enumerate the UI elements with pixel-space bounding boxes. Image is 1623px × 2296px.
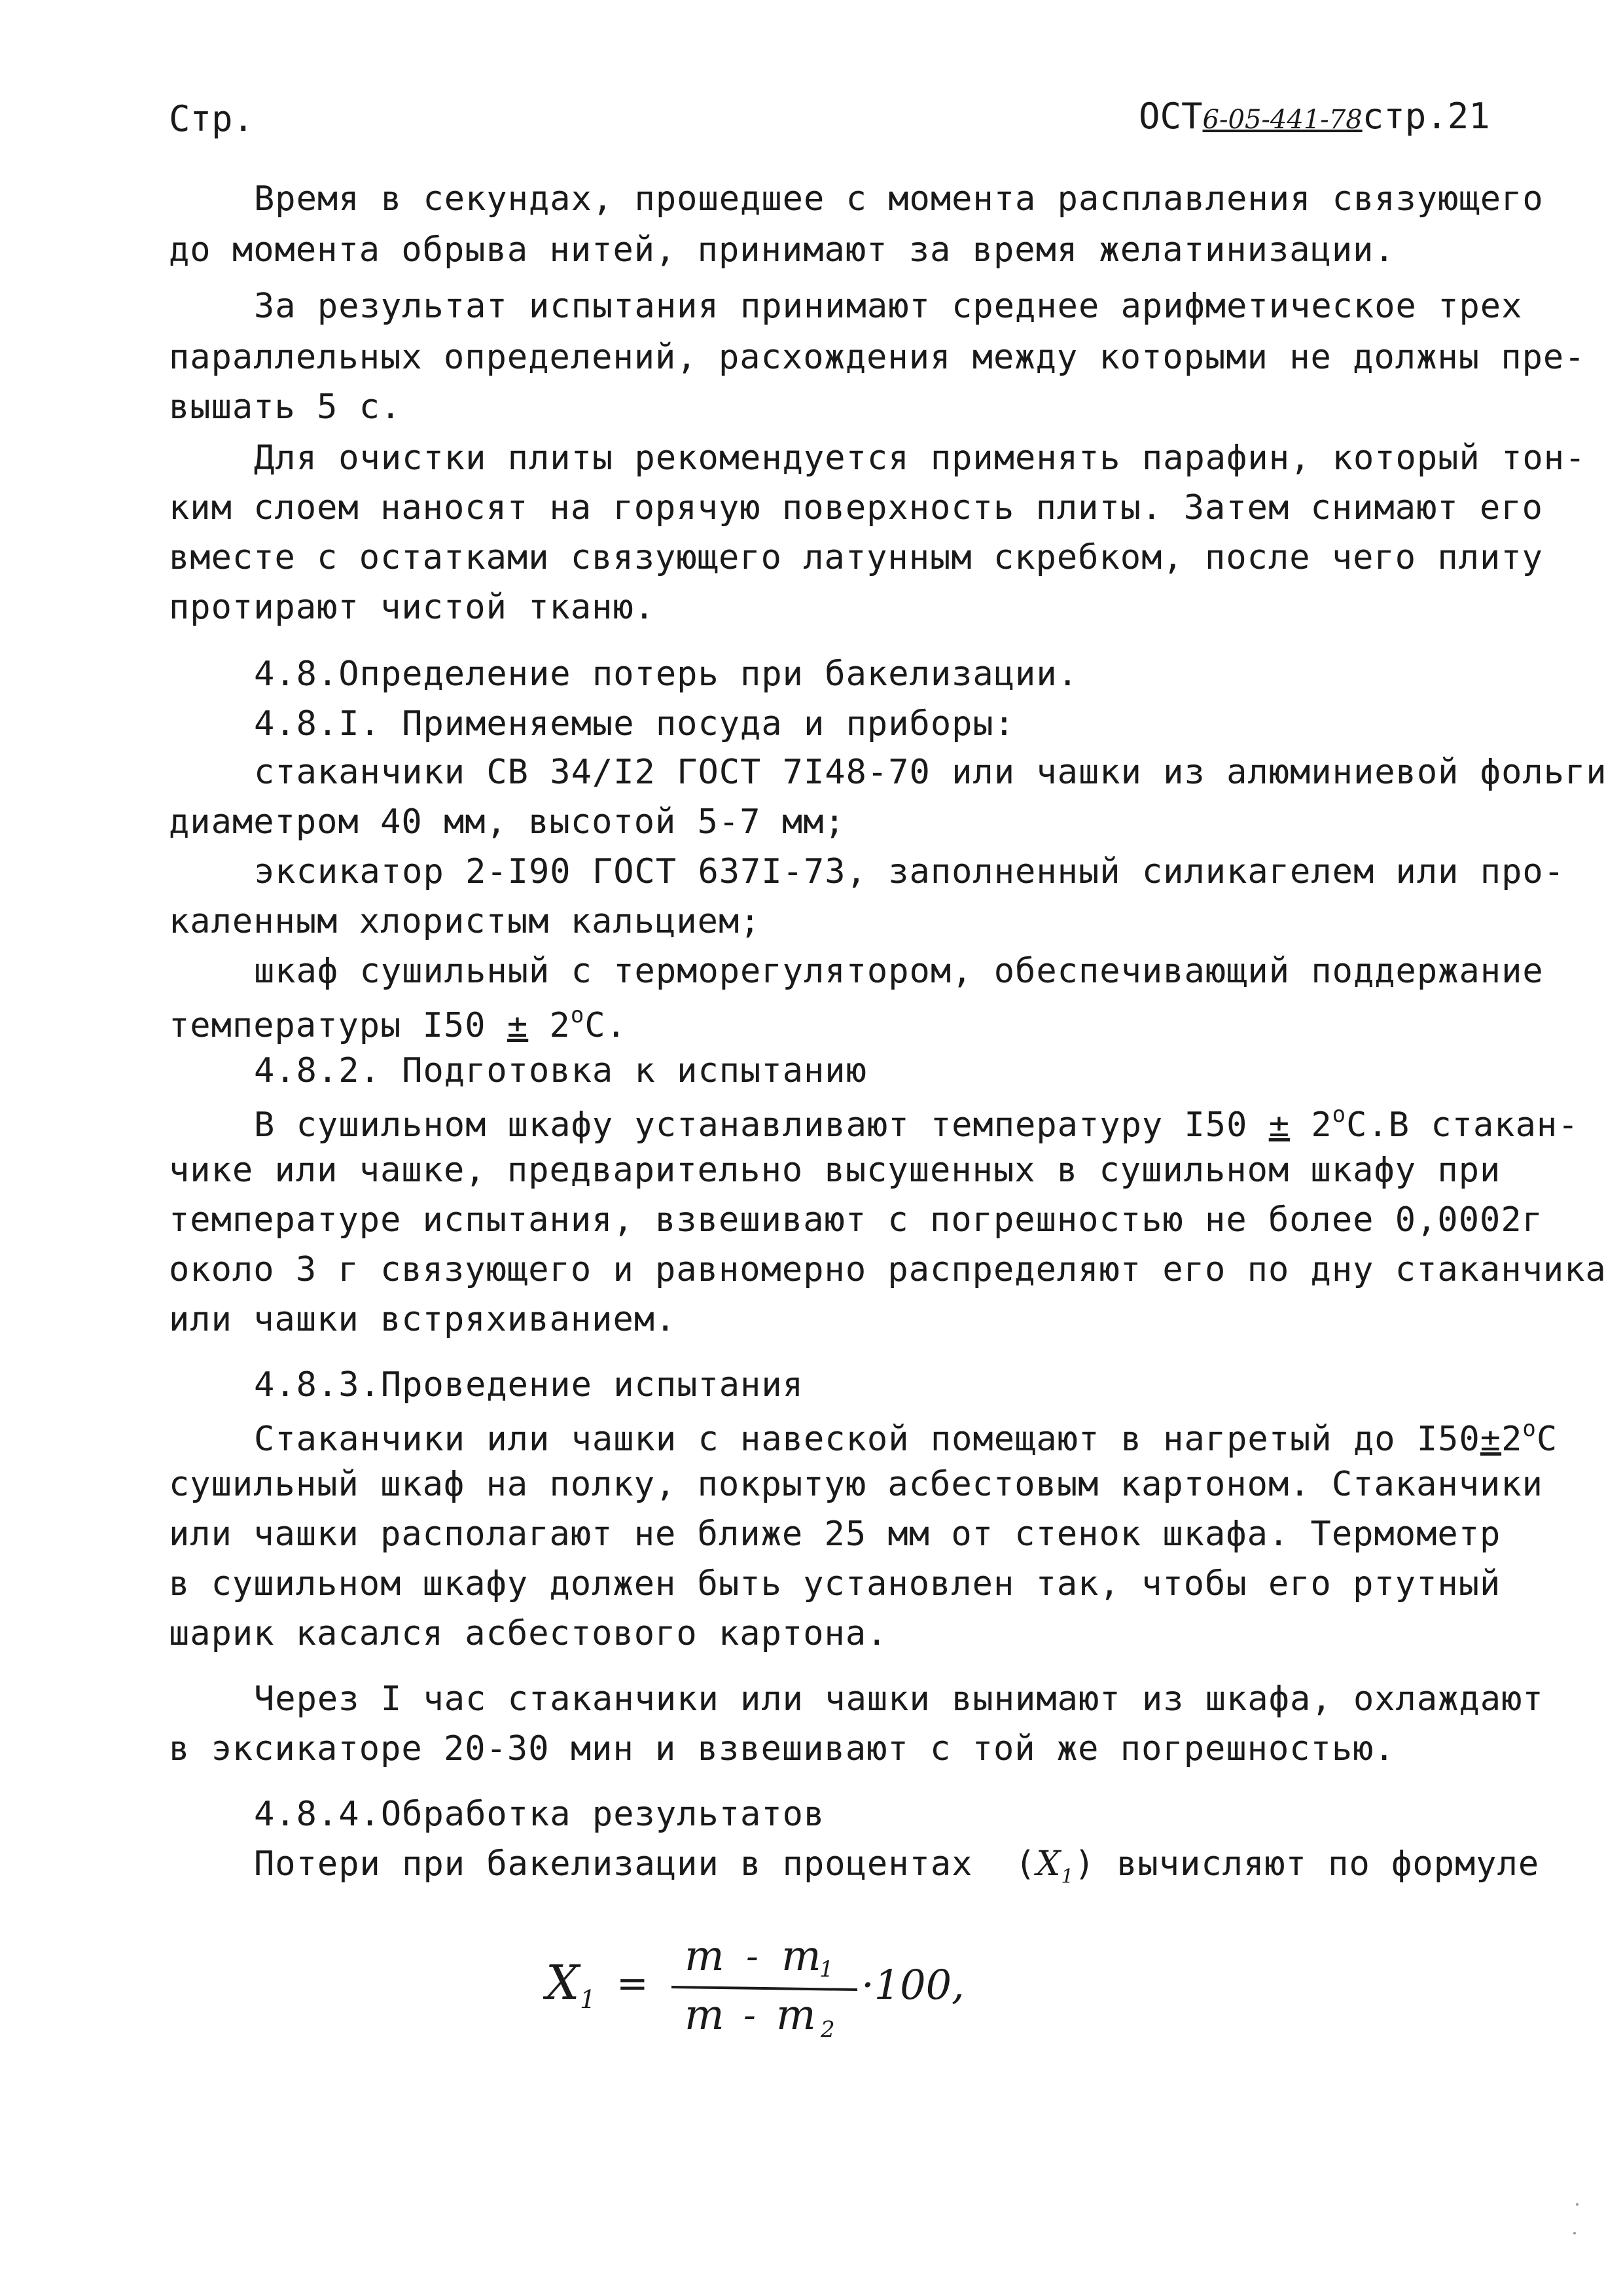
scan-speck [1573, 2232, 1576, 2234]
paragraph-line: в эксикаторе 20-30 мин и взвешивают с той же погрешностью. [169, 1729, 1395, 1768]
subsection-heading: 4.8.I. Применяемые посуда и приборы: [254, 704, 1016, 744]
standard-header [1139, 96, 1490, 137]
paragraph-line: до момента обрыва нитей, принимают за время желатинизации. [169, 230, 1395, 270]
formula-lhs-sub: 1 [580, 1985, 596, 2014]
formula-den-minus: - [743, 1994, 756, 2037]
paragraph-line: или чашки встряхиванием. [169, 1300, 677, 1339]
paragraph-line: Стаканчики или чашки с навеской помещают в нагретый до $I50\pm 2^оС$ [254, 1416, 1558, 1459]
paragraph-line: диаметром 40 мм, высотой 5-7 мм; [169, 802, 846, 842]
paragraph-line: стаканчики СВ 34/I2 ГОСТ 7I48-70 или чашки из алюминиевой фольги [254, 753, 1607, 792]
formula-num-minus: - [746, 1935, 758, 1978]
paragraph-line: температуры $I50 \pm 2^оС$. [169, 1002, 627, 1045]
formula-num-b-sub: 1 [819, 1956, 834, 1982]
formula-num-a: m [685, 1932, 724, 1981]
standard-prefix: ОСТ [1139, 96, 1203, 137]
paragraph-line: в сушильном шкафу должен быть установлен так, чтобы его ртутный [169, 1564, 1501, 1604]
paragraph-line: или чашки располагают не ближе 25 мм от стенок шкафа. Термометр [169, 1515, 1501, 1554]
paragraph-line: чике или чашке, предварительно высушенных в сушильном шкафу при [169, 1151, 1501, 1190]
section-heading: 4.8.Определение потерь при бакелизации. [254, 655, 1079, 694]
paragraph-line: протирают чистой тканю. [169, 588, 656, 627]
page-number: стр.21 [1362, 96, 1490, 137]
paragraph-line: За результат испытания принимают среднее арифметическое трех [254, 287, 1523, 326]
formula-den-b: m [776, 1991, 816, 2039]
paragraph-line: Через I час стаканчики или чашки вынимают из шкафа, охлаждают [254, 1679, 1544, 1719]
formula-den-b-sub: 2 [821, 2017, 835, 2042]
page-label: Стр. [169, 98, 255, 139]
fraction-bar [671, 1987, 857, 1990]
subsection-heading: 4.8.4.Обработка результатов [254, 1795, 825, 1834]
paragraph-line: около 3 г связующего и равномерно распределяют его по дну стаканчика [169, 1250, 1607, 1289]
paragraph-line: шарик касался асбестового картона. [169, 1614, 888, 1653]
paragraph-line: вышать 5 с. [169, 387, 402, 427]
paragraph-line: Время в секундах, прошедшее с момента расплавления связующего [254, 179, 1544, 219]
formula-equals: = [616, 1961, 649, 2005]
paragraph-line: сушильный шкаф на полку, покрытую асбестовым картоном. Стаканчики [169, 1465, 1543, 1504]
subsection-heading: 4.8.3.Проведение испытания [254, 1365, 804, 1405]
paragraph-line: Потери при бакелизации в процентах $(X_1)$ вычисляют по формуле [254, 1844, 1540, 1888]
scan-speck [1576, 2203, 1578, 2206]
paragraph-line: температуре испытания, взвешивают с погрешностью не более 0,0002г [169, 1200, 1543, 1240]
paragraph-line: параллельных определений, расхождения между которыми не должны пре- [169, 338, 1586, 377]
paragraph-line: В сушильном шкафу устанавливают температуру $I50 \pm 2^оС.В$ стакан- [254, 1102, 1579, 1145]
formula-factor: ·100, [861, 1961, 965, 2009]
loss-formula [543, 1931, 1080, 2042]
subsection-heading: 4.8.2. Подготовка к испытанию [254, 1051, 867, 1090]
paragraph-line: эксикатор 2-I90 ГОСТ 637I-73, заполненный силикагелем или про- [254, 852, 1565, 891]
paragraph-line: каленным хлористым кальцием; [169, 902, 761, 941]
formula-lhs: X [546, 1955, 580, 2010]
standard-number-handwritten: 6-05-441-78 [1202, 105, 1363, 135]
paragraph-line: вместе с остатками связующего латунным скребком, после чего плиту [169, 538, 1543, 577]
paragraph-line: ким слоем наносят на горячую поверхность плиты. Затем снимают его [169, 488, 1543, 528]
formula-den-a: m [685, 1991, 724, 2039]
paragraph-line: Для очистки плиты рекомендуется применять парафин, который тон- [254, 439, 1586, 478]
paragraph-line: шкаф сушильный с терморегулятором, обеспечивающий поддержание [254, 952, 1544, 991]
formula-num-b: m [781, 1932, 821, 1981]
